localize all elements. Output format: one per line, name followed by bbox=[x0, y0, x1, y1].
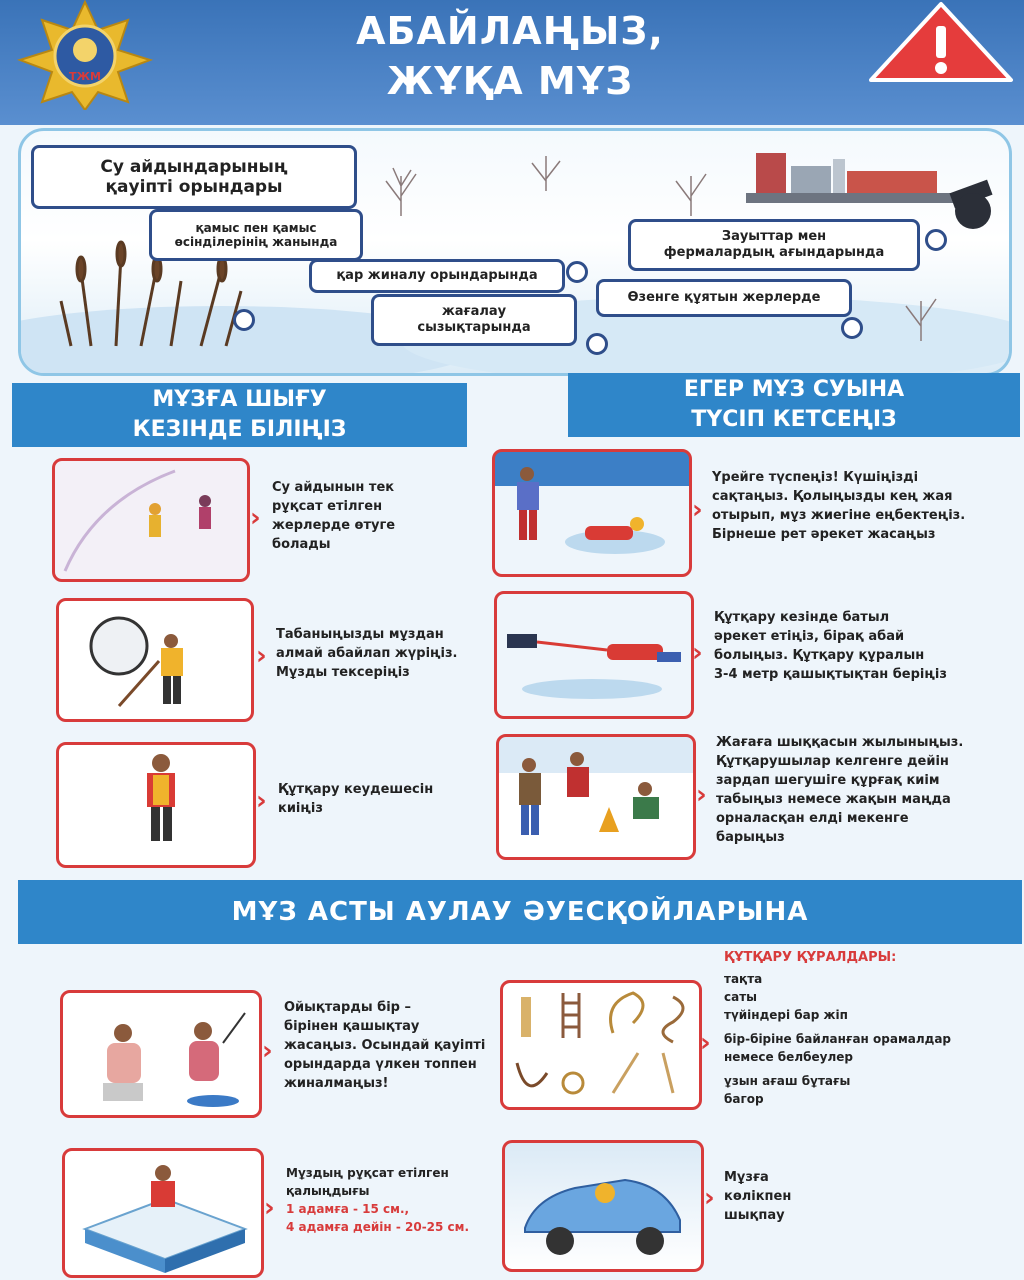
fishing-text-1: Ойықтарды бір – бірінен қашықтау жасаңыз. Осындай қауіпті орындарда үлкен топпен жиналмаңыз! bbox=[284, 1000, 486, 1091]
right-arrow-1: › bbox=[692, 495, 703, 525]
right-title-line-1: ЕГЕР МҰЗ СУЫНА bbox=[683, 377, 905, 402]
right-section-title bbox=[568, 373, 1020, 437]
snow-bubble bbox=[309, 259, 565, 293]
reeds-line-1: қамыс пен қамыс bbox=[195, 220, 317, 235]
shore-marker bbox=[586, 333, 608, 355]
rescue-tools-icon bbox=[503, 983, 699, 1107]
car-card-image bbox=[502, 1140, 704, 1272]
warming-up-icon bbox=[499, 737, 693, 857]
fishing-section-title: МҰЗ АСТЫ АУЛАУ ӘУЕСҚОЙЛАРЫНА bbox=[18, 880, 1022, 944]
car-arrow: › bbox=[704, 1183, 715, 1213]
right-text-3: Жағаға шыққасын жылыныңыз. Құтқарушылар келгенге дейін зардап шегушіге құрғақ киім табыңыз немесе жақын маңда орналасқан елді мекенге барыңыз bbox=[716, 735, 964, 845]
right-card-1-image bbox=[492, 449, 692, 577]
danger-title-line-1: Су айдындарының bbox=[100, 156, 288, 177]
shore-line-2: сызықтарында bbox=[417, 320, 531, 335]
fishing-arrow-1: › bbox=[262, 1036, 273, 1066]
rescue-icon bbox=[497, 594, 691, 716]
emblem-label: ТЖМ bbox=[69, 70, 101, 83]
reeds-marker bbox=[233, 309, 255, 331]
left-text-1: Су айдынын тек рұқсат етілген жерлерде өтуге болады bbox=[272, 480, 396, 552]
fishing-arrow-2: › bbox=[264, 1193, 275, 1223]
car-text: Мұзға көлікпен шықпау bbox=[724, 1170, 792, 1223]
snow-label: қар жиналу орындарында bbox=[336, 268, 538, 284]
rescue-tools-image bbox=[500, 980, 702, 1110]
snow-marker bbox=[566, 261, 588, 283]
factory-line-1: Зауыттар мен bbox=[721, 229, 827, 245]
right-text-1: Үрейге түспеңіз! Күшіңізді сақтаңыз. Қолыңызды кең жая отырып, мұз жиегіне еңбектеңіз. Бірнеше рет әрекет жасаңыз bbox=[712, 470, 966, 542]
dangerous-places-panel bbox=[18, 128, 1012, 376]
danger-title-line-2: қауіпті орындары bbox=[105, 177, 283, 197]
ice-thickness-text: Мұздың рұқсат етілген қалыңдығы 1 адамға - 15 см., 4 адамға дейін - 20-25 см. bbox=[286, 1166, 470, 1234]
left-section-title bbox=[12, 383, 467, 447]
factory-line-2: фермалардың ағындарында bbox=[663, 245, 885, 260]
emblem-icon bbox=[10, 0, 160, 110]
left-arrow-3: › bbox=[256, 786, 267, 816]
factory-icon bbox=[746, 153, 993, 229]
fishing-card-1-image bbox=[60, 990, 262, 1118]
streams-label: Өзенге құятын жерлерде bbox=[627, 290, 821, 306]
left-title-line-2: КЕЗІНДЕ БІЛІҢІЗ bbox=[132, 417, 347, 442]
streams-bubble bbox=[596, 279, 852, 317]
left-card-2-image bbox=[56, 598, 254, 722]
fishing-card-2-image bbox=[62, 1148, 264, 1278]
ice-fishers-icon bbox=[63, 993, 259, 1115]
streams-marker bbox=[841, 317, 863, 339]
right-arrow-2: › bbox=[692, 638, 703, 668]
tools-list: тақта саты түйіндері бар жіп бір-біріне байланған орамалдар немесе белбеулер ұзын ағаш бұтағы багор bbox=[724, 972, 952, 1106]
title-line-1: АБАЙЛАҢЫЗ, bbox=[356, 9, 664, 53]
factory-marker bbox=[925, 229, 947, 251]
ice-thickness-icon bbox=[65, 1151, 261, 1275]
car-on-ice-icon bbox=[505, 1143, 701, 1269]
left-arrow-2: › bbox=[256, 641, 267, 671]
right-arrow-3: › bbox=[696, 780, 707, 810]
tools-arrow: › bbox=[700, 1028, 711, 1058]
skiers-icon bbox=[55, 461, 247, 579]
left-text-3: Құтқару кеудешесін киіңіз bbox=[278, 782, 434, 816]
title-line-2: ЖҰҚА МҰЗ bbox=[386, 59, 634, 103]
page-title bbox=[330, 6, 690, 106]
right-card-3-image bbox=[496, 734, 696, 860]
warning-triangle-icon bbox=[866, 0, 1016, 90]
life-vest-person-icon bbox=[59, 745, 253, 865]
factory-bubble bbox=[628, 219, 920, 271]
tools-title: ҚҰТҚАРУ ҚҰРАЛДАРЫ: bbox=[724, 950, 897, 965]
shore-line-1: жағалау bbox=[441, 304, 507, 320]
walker-icon bbox=[59, 601, 251, 719]
reeds-line-2: өсінділерінің жанында bbox=[174, 235, 338, 249]
right-card-2-image bbox=[494, 591, 694, 719]
left-card-3-image bbox=[56, 742, 256, 868]
left-title-line-1: МҰЗҒА ШЫҒУ bbox=[152, 387, 327, 412]
shore-bubble bbox=[371, 294, 577, 346]
reeds-bubble bbox=[149, 209, 363, 261]
left-text-2: Табаныңызды мұздан алмай абайлап жүріңіз. Мұзды тексеріңіз bbox=[276, 627, 458, 680]
danger-title-bubble bbox=[31, 145, 357, 209]
left-card-1-image bbox=[52, 458, 250, 582]
right-title-line-2: ТҮСІП КЕТСЕҢІЗ bbox=[691, 407, 897, 432]
right-text-2: Құтқару кезінде батыл әрекет етіңіз, бірақ абай болыңыз. Құтқару құралын 3-4 метр қашықтықтан беріңіз bbox=[714, 610, 947, 682]
left-arrow-1: › bbox=[250, 503, 261, 533]
fallen-person-icon bbox=[495, 452, 689, 574]
